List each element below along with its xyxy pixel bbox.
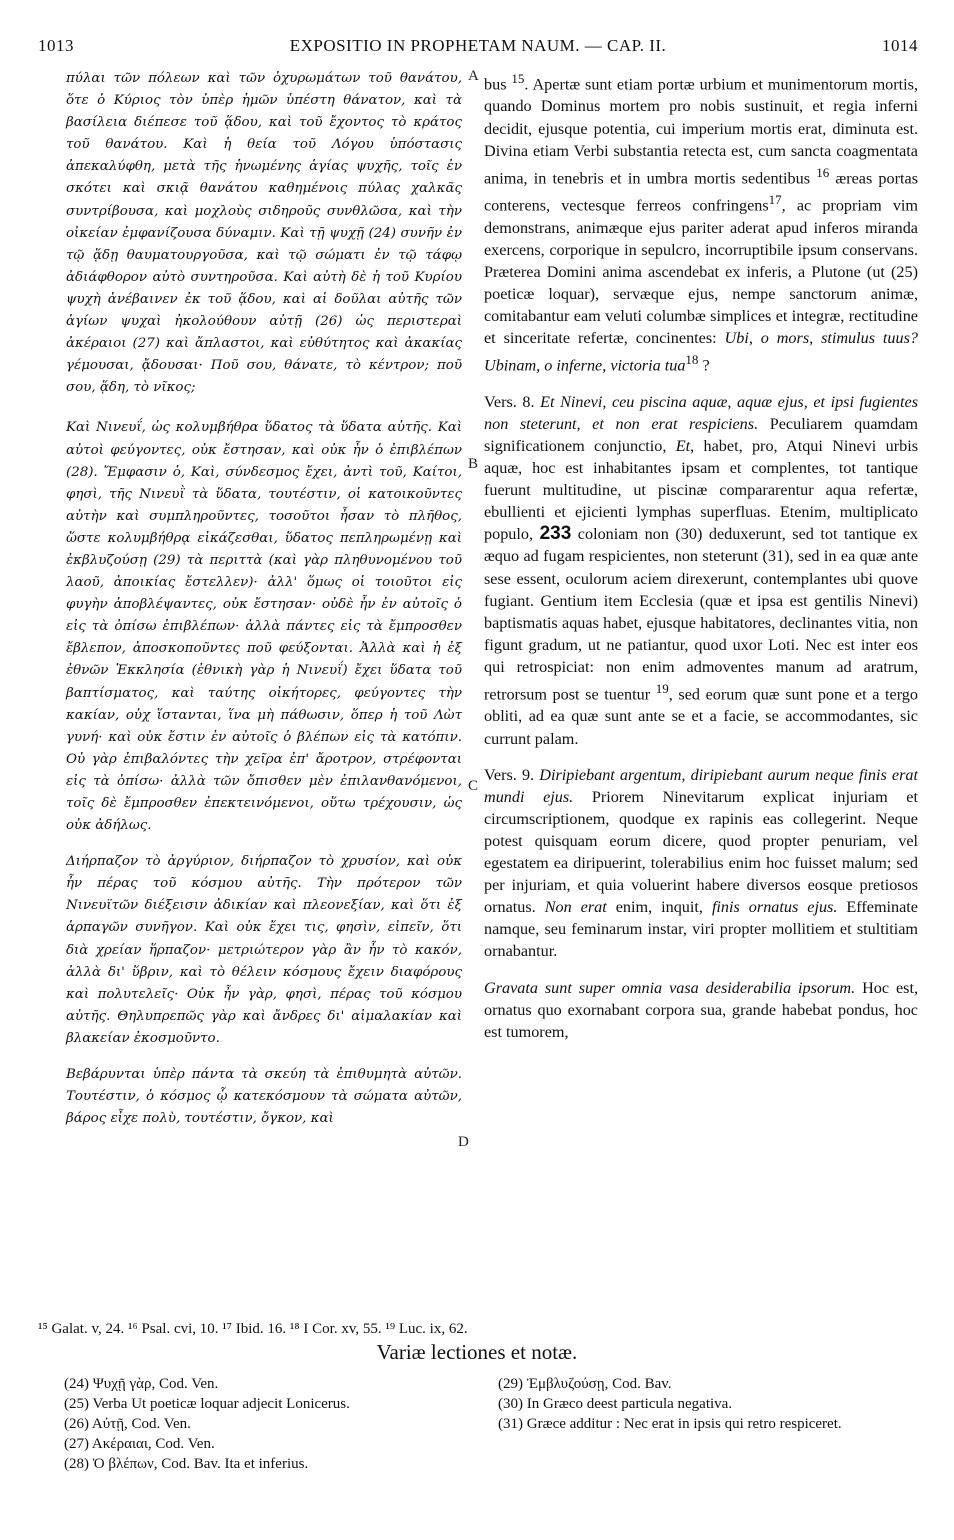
- page-number-233: 233: [539, 523, 572, 545]
- notes-right: [498, 1374, 928, 1434]
- note-item: (25) Verba Ut poeticæ loquar adjecit Lonicerus.: [64, 1396, 350, 1412]
- note-item: (28) Ὁ βλέπων, Cod. Bav. Ita et inferius.: [64, 1456, 309, 1472]
- margin-marker-d: D: [458, 1134, 469, 1150]
- latin-paragraph: bus $^{15}$. Apertæ sunt etiam portæ urbium et munimentorum mortis, quando Dominus mortem pro nobis sustinuit, et regia inferni decidit, ejusque potentia, cui imperium mortis erat, diminuta est. Divina etiam Verbi substantia retecta est, cum sancta coagmentata anima, in tenebris et in umbra mortis sedentibus $^{16}$ æreas portas conterens, vectesque ferreos confringens$^{17}$, ac propriam vim demonstrans, animæque ejus pariter aderat apud inferos miranda exercens, corporique in sepulcro, incorruptibile ipsum conservans. Præterea Domini anima ascendebat ex inferis, a Plutone (ut (25) poeticæ loquar), servæque ejus, nempe sanctorum animæ, comitabantur eam veluti columbæ simplices et integræ, rectitudine et sinceritate refertæ, concinentes: Ubi, o mors, stimulus tuus? Ubinam, o inferne, victoria tua$^{18}$ ?: [484, 71, 919, 375]
- note-item: (27) Ακέραιαι, Cod. Ven.: [64, 1436, 215, 1452]
- greek-paragraph: Καὶ Νινευΐ, ὡς κολυμβήθρα ὕδατος τὰ ὕδατα αὐτῆς. Καὶ αὐτοὶ φεύγοντες, οὐκ ἔστησαν, καὶ οὐκ ἦν ὁ ἐπιβλέπων (28). Ἔμφασιν ὁ, Καὶ, σύνδεσμος ἔχει, ἀντὶ τοῦ, Καίτοι, φησὶ, τῆς Νινευῒ τὰ ὕδατα, τουτέστιν, οἱ κατοικοῦντες αὐτὴν καὶ συμπληροῦντες, τοσοῦτοι ἦσαν τὸ πλῆθος, ὥστε κολυμβήθρᾳ εἰκάζεσθαι, ὕδατος πεπληρωμένῃ καὶ ἐκβλυζούσῃ (29) τὰ περιττὰ (καὶ γὰρ πληθυνομένου τοῦ λαοῦ, ἀποικίας ἔστελλεν)· ἀλλ' ὅμως οἱ τοιοῦτοι εἰς φυγὴν ἀποβλέψαντες, οὐκ ἔστησαν· οὐδὲ ἦν ἐν αὐτοῖς ὁ εἰς τὰ ὀπίσω ἐπιβλέπων· ἀλλὰ πάντες εἰς τὰ ἔμπροσθεν ἔβλεπον, ἀποσκοποῦντες ποῦ φεύξονται. Ἀλλὰ καὶ ἡ ἐξ ἐθνῶν Ἐκκλησία (ἐθνικὴ γὰρ ἡ Νινευΐ) ἔχει ὕδατα τοῦ βαπτίσματος, καὶ ταύτης οἰκήτορες, φεύγοντες τὴν κακίαν, οὐχ ἵστανται, ἵνα μὴ πάθωσιν, ὅπερ ἡ τοῦ Λὼτ γυνή· καὶ οὐκ ἔστιν ἐν αὐτοῖς ὁ βλέπων εἰς τὰ κατόπιν. Οὐ γὰρ ἐπιβαλόντες τὴν χεῖρα ἐπ' ἄροτρον, στρέφονται εἰς τὰ ὀπίσω· ἀλλὰ τῶν ὄπισθεν μὲν ἐπιλανθανόμενοι, τοῖς δὲ ἔμπροσθεν ἐπεκτεινόμενοι, οὕτω τρέχουσιν, ὡς οὐκ ἀδήλως.: [66, 420, 462, 834]
- latin-paragraph: Vers. 8. Et Ninevi, ceu piscina aquæ, aquæ ejus, et ipsi fugientes non steterunt, et non erat respiciens. Peculiarem quamdam significationem conjunctio, Et, habet, pro, Atqui Ninevi urbis aquæ, hoc est inhabitantes ipsam et complentes, tot tantique fuerunt multitudine, ut piscinæ compararentur aqua refertæ, ebullienti et ejicienti lymphas superfluas. Etenim, multiplicato populo, 233 coloniam non (30) deduxerunt, sed tot tantique ex æquo ad fugam respicientes, non steterunt (31), sed in ea quæ ante sese essent, oculorum aciem direxerunt, contemplantes ubi quove fugiant. Gentium item Ecclesia (quæ et ipsa est gentilis Ninevi) baptismatis aquas habet, ejusque habitatores, declinantes vitia, non figunt gradum, ut ne patiantur, quod uxor Loti. Nec est inter eos qui retrospiciat: non enim admoventes manum ad aratrum, retrorsum post se tuentur $^{19}$, sed eorum quæ sunt pone et a tergo obliti, ad ea quæ sunt ante se et a facie, se accommodantes, sic currunt palam.: [484, 392, 918, 748]
- note-item: (29) Ἐμβλυζούσῃ, Cod. Bav.: [498, 1376, 672, 1392]
- latin-paragraph: Gravata sunt super omnia vasa desiderabilia ipsorum. Hoc est, ornatus quo exornabant corpora sua, grande habebat pondus, hoc est tumorem,: [484, 978, 919, 1041]
- greek-paragraph: Διήρπαζον τὸ ἀργύριον, διήρπαζον τὸ χρυσίον, καὶ οὐκ ἦν πέρας τοῦ κόσμου αὐτῆς. Τὴν πρότερον τῶν Νινευϊτῶν διέξεισιν ἀδικίαν καὶ πλεονεξίαν, καὶ ὅτι ἐξ ἁρπαγῶν συνῆγον. Καὶ οὐκ ἔχει τις, φησὶν, εἰπεῖν, ὅτι διὰ χρείαν ἥρπαζον· μετριώτερον γὰρ ἂν ἦν τὸ κακόν, ἀλλὰ δι' ὕβριν, καὶ τὸ θέλειν κόσμους ἔχειν διαφόρους καὶ πολυτελεῖς· Οὐκ ἦν γὰρ, φησὶ, πέρας τοῦ κόσμου αὐτῆς. Θηλυπρεπῶς γὰρ καὶ ἄνδρες δι' αἱμαλακίαν καὶ βλακείαν ἐκοσμοῦντο.: [66, 854, 462, 1046]
- running-header: [38, 36, 918, 58]
- margin-marker-c: C: [468, 778, 479, 794]
- page-title: EXPOSITIO IN PROPHETAM NAUM. — CAP. II.: [289, 36, 667, 55]
- greek-paragraph: Βεβάρυνται ὑπὲρ πάντα τὰ σκεύη τὰ ἐπιθυμητὰ αὐτῶν. Τουτέστιν, ὁ κόσμος ᾧ κατεκόσμουν τὰ σώματα αὐτῶν, βάρος εἶχε πολὺ, τουτέστιν, ὄγκον, καὶ: [66, 1067, 462, 1127]
- variae-lectiones-heading: Variæ lectiones et notæ.: [376, 1340, 578, 1364]
- note-item: (24) Ψυχῇ γὰρ, Cod. Ven.: [64, 1376, 219, 1392]
- right-column-number: 1014: [882, 36, 918, 55]
- margin-marker-a: A: [468, 68, 479, 84]
- greek-column: [66, 68, 462, 1130]
- latin-column: [484, 68, 918, 1043]
- note-item: (26) Αὐτῇ, Cod. Ven.: [64, 1416, 191, 1432]
- scripture-references: ¹⁵ Galat. v, 24. ¹⁶ Psal. cvi, 10. ¹⁷ Ibid. 16. ¹⁸ I Cor. xv, 55. ¹⁹ Luc. ix, 62.: [38, 1321, 468, 1337]
- note-item: (31) Græce additur : Nec erat in ipsis qui retro respiceret.: [498, 1416, 842, 1432]
- margin-marker-b: B: [468, 456, 479, 472]
- latin-paragraph: Vers. 9. Diripiebant argentum, diripiebant aurum neque finis erat mundi ejus. Priorem Ninevitarum explicat injuriam et circumscriptionem, quodque ex rapinis eas collegerint. Neque potest quisquam eorum dicere, quod propter penuriam, vel egestatem ea diripuerint, tolerabilius enim hoc fuisset malum; sed per injuriam, et quia voluerint habere diversos eosque pretiosos ornatus. Non erat enim, inquit, finis ornatus ejus. Effeminate namque, seu feminarum instar, viri propter mollitiem et stultitiam ornabantur.: [484, 765, 918, 961]
- left-column-number: 1013: [38, 36, 74, 55]
- greek-paragraph: πύλαι τῶν πόλεων καὶ τῶν ὀχυρωμάτων τοῦ θανάτου, ὅτε ὁ Κύριος τὸν ὑπὲρ ἡμῶν ὑπέστη θάνατον, καὶ τὰ βασίλεια διέπεσε τοῦ ᾅδου, καὶ τοῦ ἔχοντος τὸ κράτος τοῦ θανάτου. Καὶ ἡ θεία τοῦ Λόγου ὑπόστασις ἀπεκαλύφθη, μετὰ τῆς ἡνωμένης ἁγίας ψυχῆς, τοῖς ἐν σκότει καὶ σκιᾷ θανάτου καθημένοις πύλας χαλκᾶς συντρίβουσα, καὶ μοχλοὺς σιδηροῦς συνθλῶσα, καὶ τὴν οἰκείαν ἐμφανίζουσα δύναμιν. Καὶ τῇ ψυχῇ (24) συνῆν ἐν τῷ ᾅδῃ θαυματουργοῦσα, καὶ τῷ σώματι ἐν τῷ τάφῳ ἀδιάφθορον αὐτὸ συντηροῦσα. Καὶ αὐτὴ δὲ ἡ τοῦ Κυρίου ψυχὴ ἀνέβαινεν ἐκ τοῦ ᾅδου, καὶ αἱ δοῦλαι αὐτῆς τῶν ἁγίων ψυχαὶ ἠκολούθουν αὐτῇ (26) ὡς περιστεραὶ ἀκέραιοι (27) καὶ ἄπλαστοι, καὶ εὐθύτητος καὶ ἀκακίας γέμουσαι, ᾄδουσαι· Ποῦ σου, θάνατε, τὸ κέντρον; ποῦ σου, ᾅδη, τὸ νῖκος;: [66, 71, 462, 396]
- note-item: (30) In Græco deest particula negativa.: [498, 1396, 733, 1412]
- notes-left: [64, 1374, 484, 1474]
